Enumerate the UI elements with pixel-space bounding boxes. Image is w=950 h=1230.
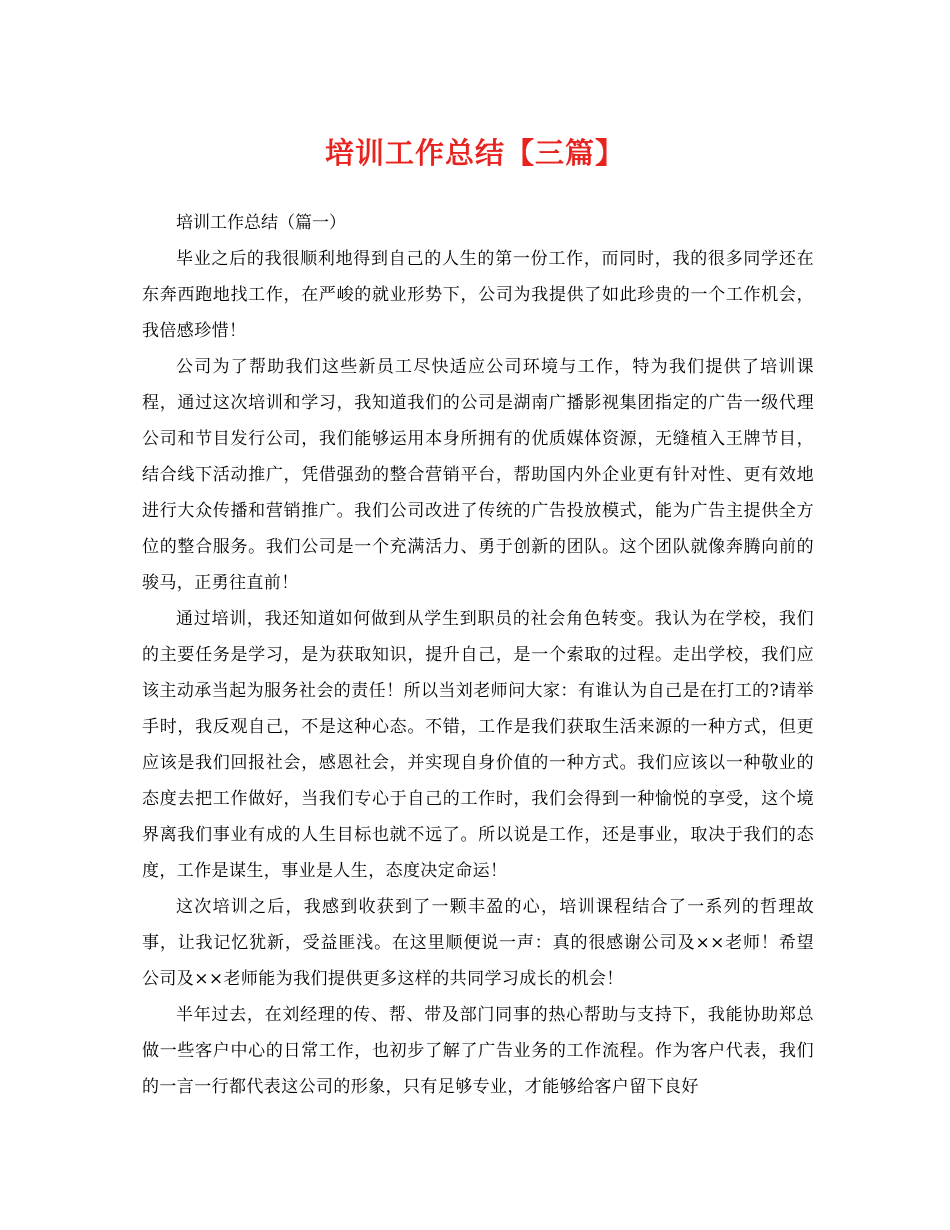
paragraph-5: 半年过去，在刘经理的传、帮、带及部门同事的热心帮助与支持下，我能协助郑总做一些客户中心的日常工作，也初步了解了广告业务的工作流程。作为客户代表，我们的一言一行都代表这公司的形象，只有足够专业，才能够给客户留下良好	[142, 1005, 814, 1097]
paragraph-1: 毕业之后的我很顺利地得到自己的人生的第一份工作，而同时，我的很多同学还在东奔西跑地找工作，在严峻的就业形势下，公司为我提供了如此珍贵的一个工作机会，我倍感珍惜！	[142, 249, 814, 341]
paragraph-3: 通过培训，我还知道如何做到从学生到职员的社会角色转变。我认为在学校，我们的主要任务是学习，是为获取知识，提升自己，是一个索取的过程。走出学校，我们应该主动承当起为服务社会的责任！所以当刘老师问大家：有谁认为自己是在打工的?请举手时，我反观自己，不是这种心态。不错，工作是我们获取生活来源的一种方式，但更应该是我们回报社会，感恩社会，并实现自身价值的一种方式。我们应该以一种敬业的态度去把工作做好，当我们专心于自己的工作时，我们会得到一种愉悦的享受，这个境界离我们事业有成的人生目标也就不远了。所以说是工作，还是事业，取决于我们的态度，工作是谋生，事业是人生，态度决定命运！	[142, 609, 814, 881]
document-body	[142, 205, 814, 1105]
paragraph-4: 这次培训之后，我感到收获到了一颗丰盈的心，培训课程结合了一系列的哲理故事，让我记忆犹新，受益匪浅。在这里顺便说一声：真的很感谢公司及××老师！希望公司及××老师能为我们提供更多这样的共同学习成长的机会！	[142, 897, 814, 989]
paragraph-2: 公司为了帮助我们这些新员工尽快适应公司环境与工作，特为我们提供了培训课程，通过这次培训和学习，我知道我们的公司是湖南广播影视集团指定的广告一级代理公司和节目发行公司，我们能够运用本身所拥有的优质媒体资源，无缝植入王牌节目，结合线下活动推广，凭借强劲的整合营销平台，帮助国内外企业更有针对性、更有效地进行大众传播和营销推广。我们公司改进了传统的广告投放模式，能为广告主提供全方位的整合服务。我们公司是一个充满活力、勇于创新的团队。这个团队就像奔腾向前的骏马，正勇往直前！	[142, 357, 814, 593]
document-title: 培训工作总结【三篇】	[324, 136, 625, 170]
section-heading: 培训工作总结（篇一）	[176, 213, 346, 233]
